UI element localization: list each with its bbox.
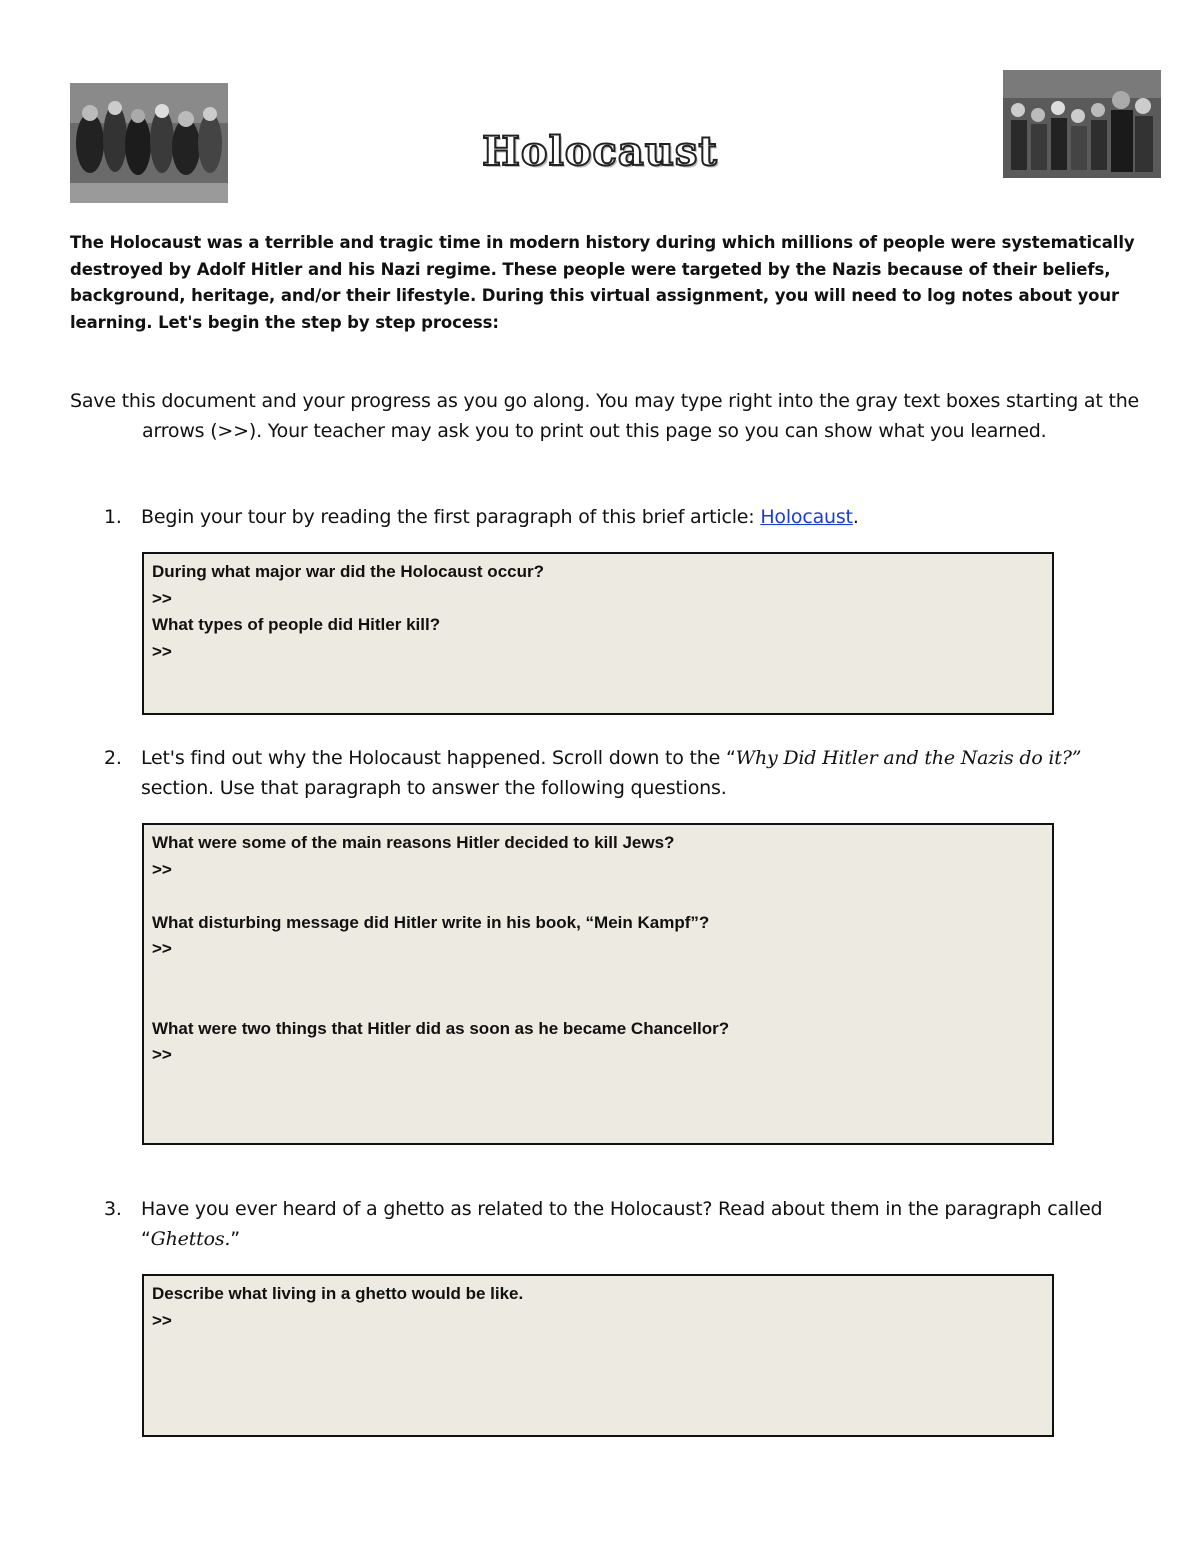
answer-field[interactable]: >> (152, 1310, 172, 1330)
box-question: What were two things that Hitler did as soon as he became Chancellor? (152, 1018, 730, 1038)
answer-field[interactable]: >> (152, 588, 172, 608)
question-number: 3. (104, 1198, 122, 1220)
box-question: What types of people did Hitler kill? (152, 615, 441, 634)
answer-box-3[interactable] (142, 1274, 1054, 1437)
question-3 (104, 1195, 1124, 1254)
save-instructions: Save this document and your progress as you go along. You may type right into the gray text boxes starting at the arrows (>>). Your teacher may ask you to print out this page so you can show what you learned. (70, 390, 1140, 442)
question-1-text: Begin your tour by reading the first paragraph of this brief article: Holocaust. (141, 506, 859, 528)
page-title: Holocaust (482, 128, 718, 175)
question-3-text: Have you ever heard of a ghetto as related to the Holocaust? Read about them in the paragraph called “Ghettos.” (141, 1198, 1103, 1250)
answer-box-2[interactable] (142, 823, 1054, 1145)
question-2-text: Let's find out why the Holocaust happened. Scroll down to the “Why Did Hitler and the Nazis do it?” section. Use that paragraph to answer the following questions. (141, 747, 1082, 799)
question-number: 1. (104, 506, 122, 528)
question-1 (104, 503, 1124, 533)
holocaust-link[interactable]: Holocaust (760, 506, 853, 528)
answer-field[interactable]: >> (152, 1045, 172, 1064)
answer-field[interactable]: >> (152, 641, 172, 661)
question-number: 2. (104, 747, 122, 769)
answer-box-1[interactable] (142, 552, 1054, 715)
question-2 (104, 744, 1124, 803)
answer-field[interactable]: >> (152, 939, 172, 958)
intro-paragraph: The Holocaust was a terrible and tragic time in modern history during which millions of people were systematically destroyed by Adolf Hitler and his Nazi regime. These people were targeted by the Nazis because of their beliefs, background, heritage, and/or their lifestyle. During this virtual assignment, you will need to log notes about your learning. Let's begin the step by step process: (70, 233, 1135, 332)
box-question: During what major war did the Holocaust occur? (152, 562, 544, 581)
box-question: Describe what living in a ghetto would be like. (152, 1284, 524, 1303)
box-question: What disturbing message did Hitler write in his book, “Mein Kampf”? (152, 912, 710, 932)
box-question: What were some of the main reasons Hitler decided to kill Jews? (152, 833, 675, 852)
answer-field[interactable]: >> (152, 859, 172, 879)
